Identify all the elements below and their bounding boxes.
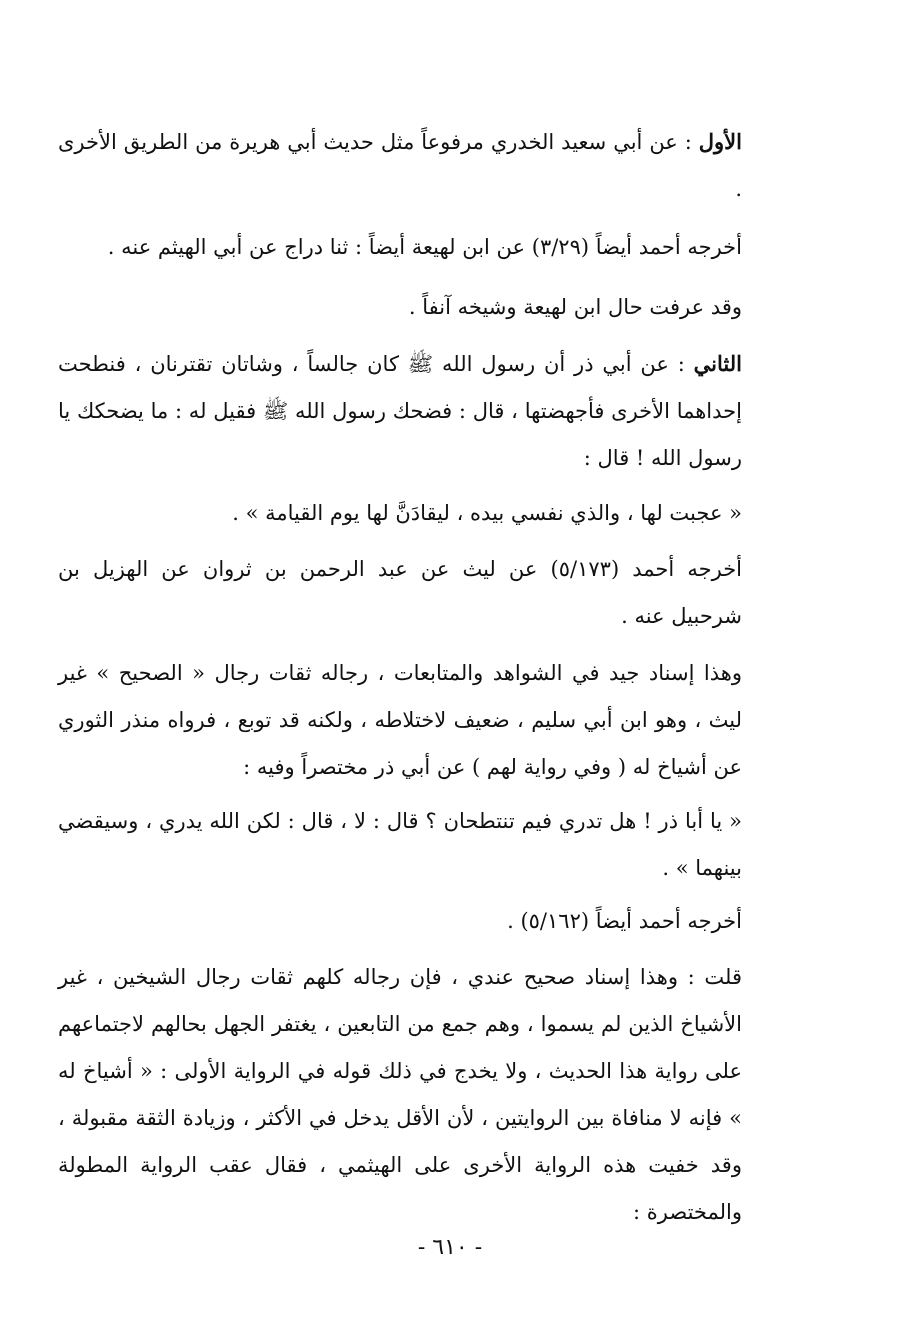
paragraph-isnad-assessment [58, 650, 810, 791]
paragraph-ahmad-takhrij-3 [58, 898, 810, 945]
paragraph-text: « عجبت لها ، والذي نفسي بيده ، ليقادَنَّ لها يوم القيامة » . [232, 501, 742, 525]
paragraph-text: وهذا إسناد جيد في الشواهد والمتابعات ، رجاله ثقات رجال « الصحيح » غير ليث ، وهو ابن أبي سليم ، ضعيف لاختلاطه ، ولكنه قد توبع ، فرواه منذر الثوري عن أشياخ له ( وفي رواية لهم ) عن أبي ذر مختصراً وفيه : [58, 661, 742, 779]
paragraph-text: أخرجه أحمد أيضاً (٥/١٦٢) . [507, 909, 742, 933]
paragraph-text: وقد عرفت حال ابن لهيعة وشيخه آنفاً . [408, 295, 742, 319]
paragraph-text: قلت : وهذا إسناد صحيح عندي ، فإن رجاله كلهم ثقات رجال الشيخين ، غير الأشياخ الذين لم يسموا ، وهم جمع من التابعين ، يغتفر الجهل بحالهم لاجتماعهم على رواية هذا الحديث ، ولا يخدج في ذلك قوله في الرواية الأولى : « أشياخ له » فإنه لا منافاة بين الروايتين ، لأن الأقل يدخل في الأكثر ، وزيادة الثقة مقبولة ، وقد خفيت هذه الرواية الأخرى على الهيثمي ، فقال عقب الرواية المطولة والمختصرة : [58, 965, 742, 1224]
paragraph-text: : عن أبي سعيد الخدري مرفوعاً مثل حديث أبي هريرة من الطريق الأخرى . [58, 130, 742, 201]
paragraph-text: أخرجه أحمد أيضاً (٣/٢٩) عن ابن لهيعة أيضاً : ثنا دراج عن أبي الهيثم عنه . [107, 235, 742, 259]
paragraph-text: أخرجه أحمد (٥/١٧٣) عن ليث عن عبد الرحمن بن ثروان عن الهزيل بن شرحبيل عنه . [58, 557, 743, 628]
paragraph-second-witness [58, 340, 810, 482]
paragraph-lead-first: الأول [698, 129, 742, 154]
paragraph-lead-second: الثاني [693, 351, 742, 376]
paragraph-ahmad-takhrij-2 [58, 546, 810, 640]
paragraph-author-comment [58, 954, 810, 1236]
paragraph-ibn-lahia-note [58, 284, 810, 331]
paragraph-hadith-quote-1 [58, 490, 810, 537]
page-number: - ٦١٠ - [417, 1235, 483, 1260]
paragraph-text: « يا أبا ذر ! هل تدري فيم تنتطحان ؟ قال : لا ، قال : لكن الله يدري ، وسيقضي بينهما » . [58, 809, 742, 880]
paragraph-text: : عن أبي ذر أن رسول الله ﷺ كان جالساً ، وشاتان تقترنان ، فنطحت إحداهما الأخرى فأجهضتها ، قال : فضحك رسول الله ﷺ فقيل له : ما يضحكك يا رسول الله ! قال : [58, 352, 742, 470]
paragraph-first-witness [58, 118, 810, 213]
paragraph-ahmad-takhrij-1 [58, 224, 810, 271]
paragraph-hadith-quote-2 [58, 798, 810, 892]
